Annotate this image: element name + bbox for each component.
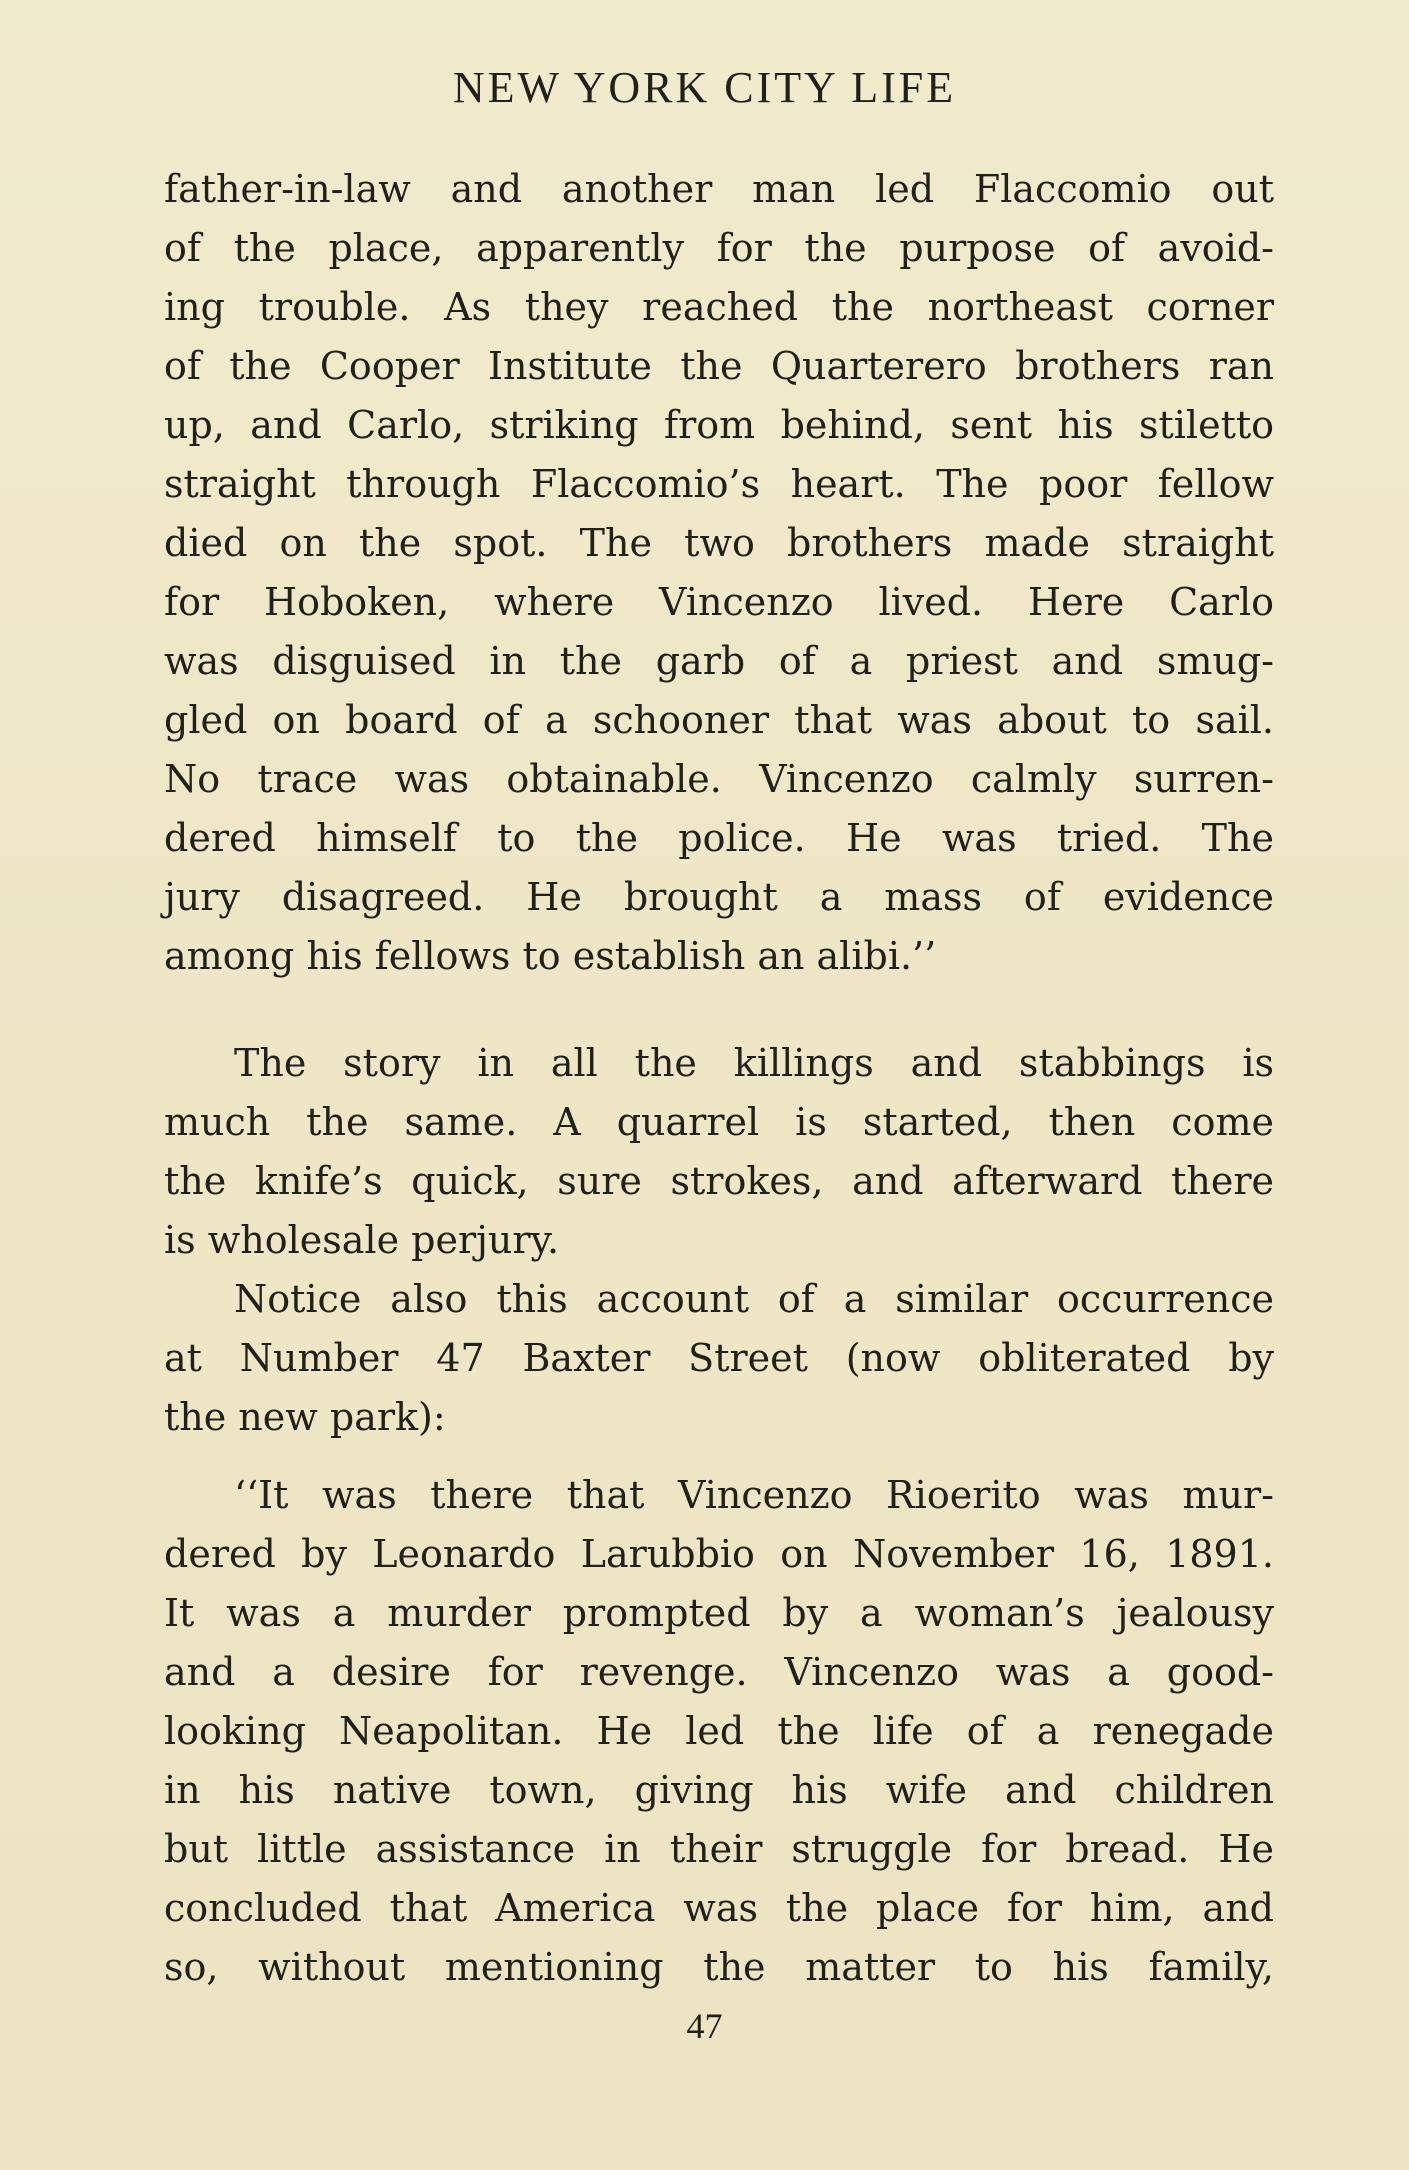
paragraph-1: [164, 160, 1274, 986]
text-line: and a desire for revenge. Vincenzo was a good-: [164, 1650, 1274, 1694]
text-line: ing trouble. As they reached the northeast corner: [164, 285, 1274, 329]
text-line: but little assistance in their struggle for bread. He: [164, 1827, 1274, 1871]
text-line: dered himself to the police. He was tried. The: [164, 816, 1274, 860]
text-line: father-in-law and another man led Flaccomio out: [164, 167, 1274, 211]
text-line: died on the spot. The two brothers made straight: [164, 521, 1274, 565]
text-line: The story in all the killings and stabbings is: [234, 1041, 1274, 1085]
paragraph-3: [164, 1270, 1274, 1447]
text-line: at Number 47 Baxter Street (now obliterated by: [164, 1336, 1274, 1380]
text-line: looking Neapolitan. He led the life of a renegade: [164, 1709, 1274, 1753]
text-line: much the same. A quarrel is started, then come: [164, 1100, 1274, 1144]
text-line: jury disagreed. He brought a mass of evidence: [164, 875, 1274, 919]
text-line: up, and Carlo, striking from behind, sent his stiletto: [164, 403, 1274, 447]
page-number: 47: [686, 2006, 723, 2046]
text-line: dered by Leonardo Larubbio on November 16, 1891.: [164, 1532, 1274, 1576]
text-line: It was a murder prompted by a woman’s jealousy: [164, 1591, 1274, 1635]
text-line: straight through Flaccomio’s heart. The poor fellow: [164, 462, 1274, 506]
text-line: the new park):: [164, 1395, 446, 1439]
text-line: of the Cooper Institute the Quarterero brothers ran: [164, 344, 1274, 388]
text-line: is wholesale perjury.: [164, 1218, 560, 1262]
running-head: NEW YORK CITY LIFE: [452, 63, 957, 112]
text-line: concluded that America was the place for him, and: [164, 1886, 1274, 1930]
paragraph-4: [164, 1466, 1274, 1997]
text-line: No trace was obtainable. Vincenzo calmly surren-: [164, 757, 1274, 801]
text-line: so, without mentioning the matter to his family,: [164, 1945, 1274, 1989]
text-line: the knife’s quick, sure strokes, and afterward there: [164, 1159, 1274, 1203]
paragraph-2: [164, 1034, 1274, 1270]
text-line: among his fellows to establish an alibi.’’: [164, 934, 937, 978]
text-line: Notice also this account of a similar occurrence: [234, 1277, 1274, 1321]
text-line: of the place, apparently for the purpose of avoid-: [164, 226, 1274, 270]
text-line: in his native town, giving his wife and children: [164, 1768, 1274, 1812]
text-line: for Hoboken, where Vincenzo lived. Here Carlo: [164, 580, 1274, 624]
text-line: gled on board of a schooner that was about to sail.: [164, 698, 1274, 742]
text-line: was disguised in the garb of a priest and smug-: [164, 639, 1274, 683]
text-line: ‘‘It was there that Vincenzo Rioerito was mur-: [234, 1473, 1274, 1517]
